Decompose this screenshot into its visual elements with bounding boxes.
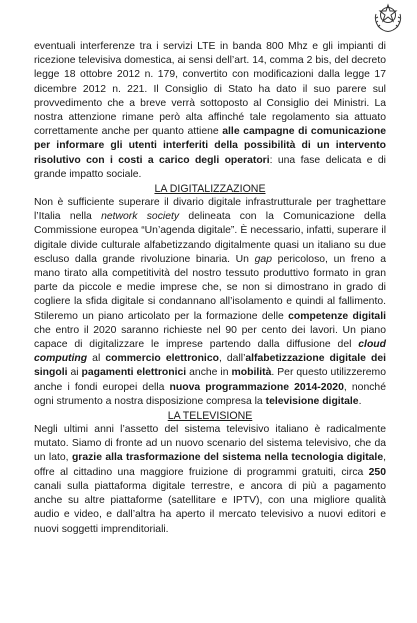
text-run: cloud computing — [34, 339, 386, 365]
paragraph-interference — [34, 40, 386, 182]
heading-televisione: LA TELEVISIONE — [167, 410, 253, 423]
heading-digitalizzazione: LA DIGITALIZZAZIONE — [154, 183, 266, 196]
text-run: che entro il 2020 saranno richieste nel 90 per cento dei lavori. Un piano capace di digitalizzare le imprese partendo dalla diffusione del — [34, 324, 386, 351]
document-page — [34, 40, 386, 537]
text-run: pagamenti elettronici — [81, 367, 187, 379]
text-run: . — [358, 395, 362, 407]
text-run: al — [87, 353, 106, 365]
text-run: anche in — [186, 367, 232, 379]
text-run: alle campagne di comunicazione per informare gli utenti interferiti della possibilità di un intervento risolutivo con i costi a carico degli operatori — [34, 126, 386, 166]
text-run: grazie alla trasformazione del sistema nella tecnologia digitale — [71, 452, 384, 464]
text-run: pericoloso, un freno a mano tirato alla competitività del nostro tessuto produttivo formato in gran parte da piccole e medie imprese che, se non si dimostrano in grado di cogliere la sfida digitale si condannano all’isolamento e quindi al fallimento. Stileremo un piano articolato per la formazione delle — [34, 253, 386, 322]
text-run: ai — [67, 367, 82, 379]
text-run: eventuali interferenze tra i servizi LTE in banda 800 Mhz e gli impianti di ricezione televisiva domestica, ai sensi dell’art. 14, comma 2 bis, del decreto legge 18 ottobre 2012 n. 179, convertito con modificazioni dalla legge 17 dicembre 2012 n. 221. Il Consiglio di Stato ha dato il suo parere sul provvedimento che a breve verrà sottoposto al Consiglio dei Ministri. La nostra attenzione rimane però alta affinché tale regolamento sia attuato correttamente anche per quanto attiene — [34, 41, 386, 138]
italian-republic-emblem-icon — [371, 2, 405, 34]
text-run: delineata con la Comunicazione della Commissione europea “Un’agenda digitale”. È necessario, infatti, superare il digitale divide culturale alfabetizzando digitalmente quasi un italiano su due escluso dalla grande rivoluzione binaria. Un — [34, 211, 386, 265]
text-run: alfabetizzazione digitale dei singoli — [34, 353, 386, 379]
paragraph-televisione — [34, 423, 386, 537]
text-run: , nonché ogni strumento a nostra disposizione compresa la — [34, 381, 386, 407]
text-run: commercio elettronico — [105, 353, 219, 365]
text-run: gap — [254, 253, 272, 265]
text-run: Negli ultimi anni l’assetto del sistema televisivo italiano è radicalmente mutato. Siamo di fronte ad un nuovo scenario del sistema televisivo, che da un lato, — [34, 424, 386, 464]
text-run: canali sulla piattaforma digitale terrestre, e ancora di più a pagamento anche su altre piattaforme (satellitare e IPTV), con una migliore qualità audio e video, e dall’altra ha aperto il mercato televisivo a nuovi editori e nuovi soggetti imprenditoriali. — [34, 480, 386, 535]
text-run: mobilità — [231, 367, 272, 379]
text-run: Non è sufficiente superare il divario digitale infrastrutturale per traghettare l’Italia nella — [34, 197, 386, 223]
text-run: nuova programmazione 2014-2020 — [169, 381, 344, 393]
paragraph-digitalizzazione — [34, 196, 386, 409]
text-run: network society — [101, 211, 180, 223]
text-run: 250 — [368, 466, 386, 478]
text-run: , dall’ — [218, 353, 246, 365]
text-run: , offre al cittadino una maggiore fruizione di programmi gratuiti, circa — [34, 452, 386, 478]
text-run: televisione digitale — [265, 395, 359, 407]
text-run: : una fase delicata e di grande impatto sociale. — [34, 154, 386, 180]
text-run: . Per questo utilizzeremo anche i fondi europei della — [34, 367, 386, 393]
text-run: competenze digitali — [288, 310, 386, 322]
